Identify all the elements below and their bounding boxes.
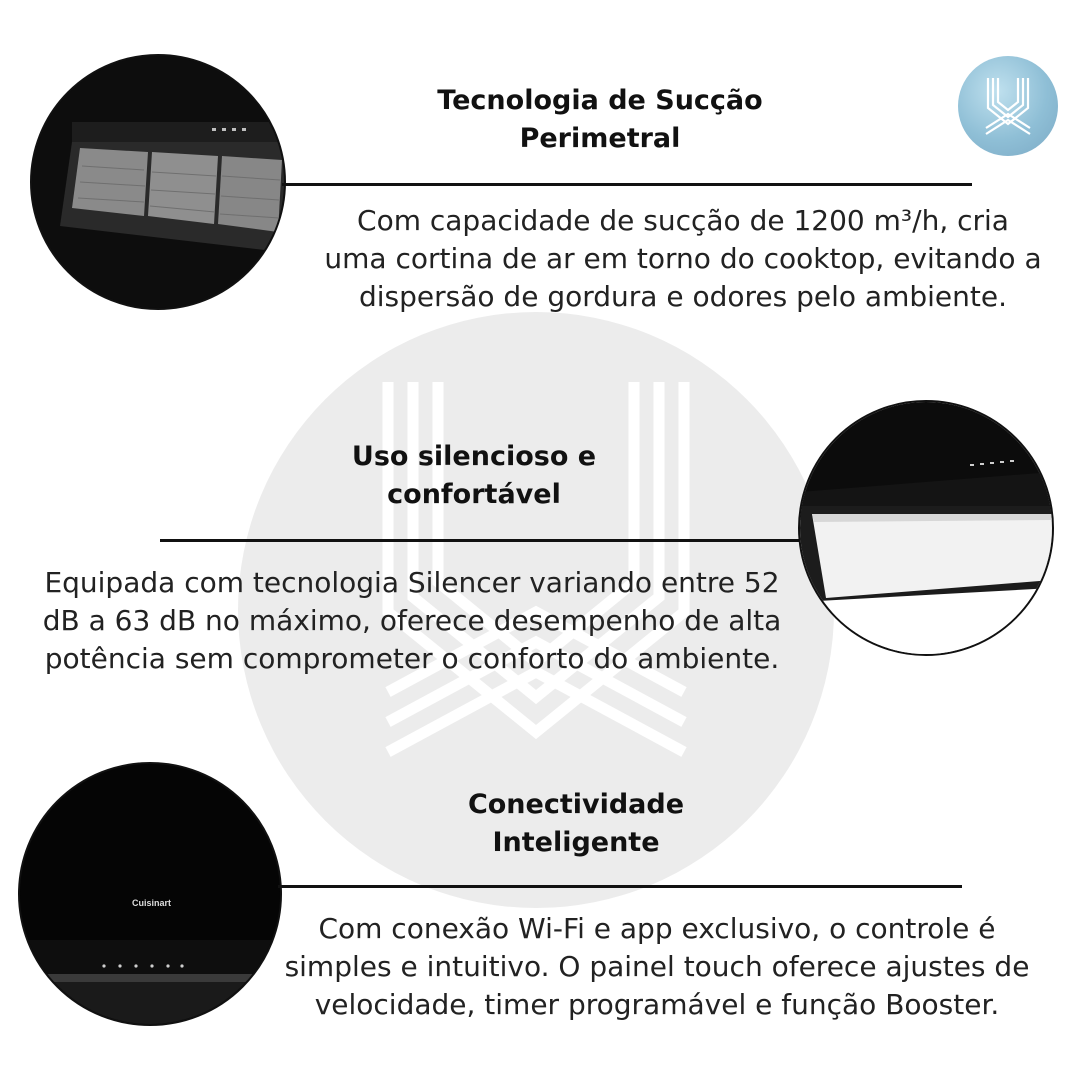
section-1-divider: [282, 183, 972, 186]
section-3-body: Com conexão Wi-Fi e app exclusivo, o controle é simples e intuitivo. O painel touch oferece ajustes de velocidade, timer programável e função Booster.: [284, 912, 1030, 1021]
section-1-heading: Tecnologia de Sucção Perimetral: [437, 85, 763, 154]
section-2-heading: Uso silencioso e confortável: [351, 441, 597, 510]
brand-logo-icon: [958, 56, 1058, 156]
hood-filters-photo: [30, 54, 286, 310]
section-1-body: Com capacidade de sucção de 1200 m³/h, cria uma cortina de ar em torno do cooktop, evitando a dispersão de gordura e odores pelo ambiente.: [324, 204, 1042, 313]
hood-light-panel-photo: [798, 400, 1054, 656]
section-2-body: Equipada com tecnologia Silencer variando entre 52 dB a 63 dB no máximo, oferece desempenho de alta potência sem comprometer o conforto do ambiente.: [42, 566, 782, 675]
hood-touch-panel-photo: [18, 762, 282, 1026]
cuisinart-brand-label: Cuisinart: [132, 898, 172, 908]
section-3-heading: Conectividade Inteligente: [467, 789, 685, 858]
section-3-divider: [278, 885, 962, 888]
section-2-divider: [160, 539, 804, 542]
